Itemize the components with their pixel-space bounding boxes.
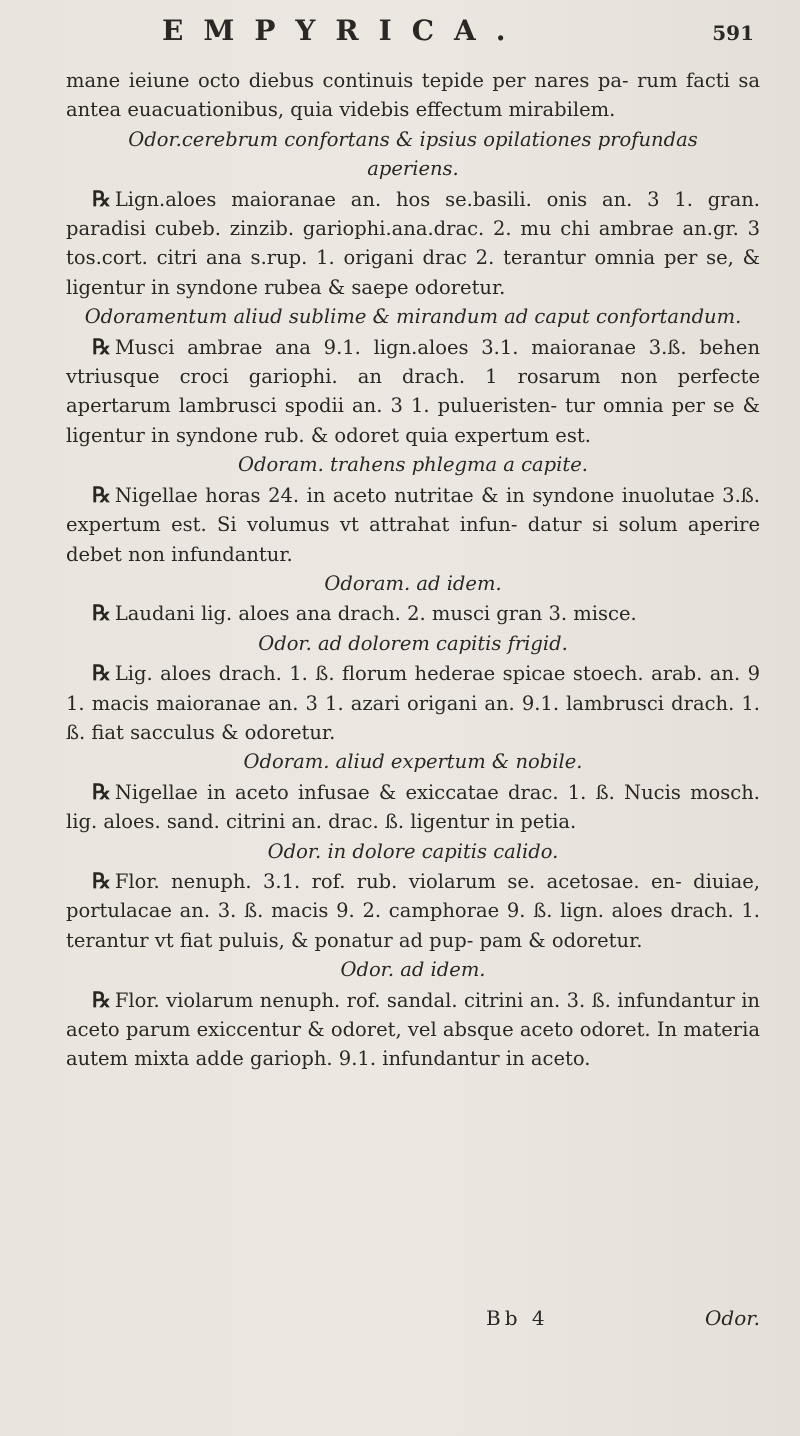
signature-mark: Bb 4	[486, 1306, 549, 1330]
page-body	[66, 66, 760, 1074]
running-title: EMPYRICA.	[162, 14, 526, 47]
recipe-symbol-icon: ℞	[92, 333, 111, 359]
recipe-heading: Odor. in dolore capitis calido.	[267, 839, 559, 863]
recipe-symbol-icon: ℞	[92, 986, 111, 1012]
recipe-paragraph	[66, 598, 760, 628]
recipe-symbol-icon: ℞	[92, 600, 111, 626]
recipe-text: Nigellae horas 24. in aceto nutritae & in syndone inuolutae 3.ß. expertum est. Si volumus vt attrahat infun- datur si solum aperire debet non infundantur.	[66, 483, 760, 566]
recipe-text: Flor. nenuph. 3.1. rof. rub. violarum se. acetosae. en- diuiae, portulacae an. 3. ß. macis 9. 2. camphorae 9. ß. lign. aloes drach. 1. terantur vt fiat puluis, & ponatur ad pup- pam & odoretur.	[66, 869, 760, 952]
recipe-paragraph	[66, 480, 760, 569]
recipe-text: Lign.aloes maioranae an. hos se.basili. onis an. 3 1. gran. paradisi cubeb. zinzib. gariophi.ana.drac. 2. mu chi ambrae an.gr. 3 tos.cort. citri ana s.rup. 1. origani drac 2. terantur omnia per se, & ligentur in syndone rubea & saepe odoretur.	[66, 187, 760, 299]
recipe-heading: Odoramentum aliud sublime & mirandum ad caput confortandum.	[84, 305, 742, 329]
recipe-paragraph	[66, 184, 760, 303]
recipe-symbol-icon: ℞	[92, 185, 111, 211]
page-footer	[66, 1306, 760, 1330]
recipe-heading: Odor.cerebrum confortans & ipsius opilationes profundas aperiens.	[128, 127, 698, 181]
recipe-text: Flor. violarum nenuph. rof. sandal. citrini an. 3. ß. infundantur in aceto parum exiccentur & odoret, vel absque aceto odoret. In materia autem mixta adde garioph. 9.1. infundantur in aceto.	[66, 988, 760, 1071]
recipe-heading: Odor. ad dolorem capitis frigid.	[258, 631, 568, 655]
recipe-symbol-icon: ℞	[92, 778, 111, 804]
recipe-text: Lig. aloes drach. 1. ß. florum hederae spicae stoech. arab. an. 9 1. macis maioranae an. 3 1. azari origani an. 9.1. lambrusci drach. 1. ß. fiat sacculus & odoretur.	[66, 662, 760, 744]
intro-paragraph: mane ieiune octo diebus continuis tepide per nares pa- rum facti sa antea euacuationibus, quia videbis effectum mirabilem.	[66, 69, 760, 122]
recipe-heading: Odoram. aliud expertum & nobile.	[243, 750, 583, 774]
page-header	[66, 14, 760, 66]
recipe-symbol-icon: ℞	[92, 660, 111, 686]
recipe-symbol-icon: ℞	[92, 481, 111, 507]
recipe-text: Musci ambrae ana 9.1. lign.aloes 3.1. maioranae 3.ß. behen vtriusque croci gariophi. an drach. 1 rosarum non perfecte apertarum lambrusci spodii an. 3 1. pulueristen- tur omnia per se & ligentur in syndone rub. & odoret quia expertum est.	[66, 335, 760, 447]
recipe-paragraph	[66, 866, 760, 955]
recipe-heading: Odoram. ad idem.	[324, 571, 502, 595]
recipe-paragraph	[66, 332, 760, 451]
recipe-symbol-icon: ℞	[92, 867, 111, 893]
recipe-heading: Odor. ad idem.	[340, 958, 486, 982]
recipe-paragraph	[66, 985, 760, 1074]
recipe-text: Laudani lig. aloes ana drach. 2. musci gran 3. misce.	[114, 602, 637, 626]
recipe-paragraph	[66, 658, 760, 747]
catchword: Odor.	[705, 1306, 760, 1330]
page-number: 591	[712, 21, 754, 45]
recipe-heading: Odoram. trahens phlegma a capite.	[238, 453, 588, 477]
recipe-text: Nigellae in aceto infusae & exiccatae drac. 1. ß. Nucis mosch. lig. aloes. sand. citrini an. drac. ß. ligentur in petia.	[66, 780, 760, 834]
recipe-paragraph	[66, 777, 760, 837]
